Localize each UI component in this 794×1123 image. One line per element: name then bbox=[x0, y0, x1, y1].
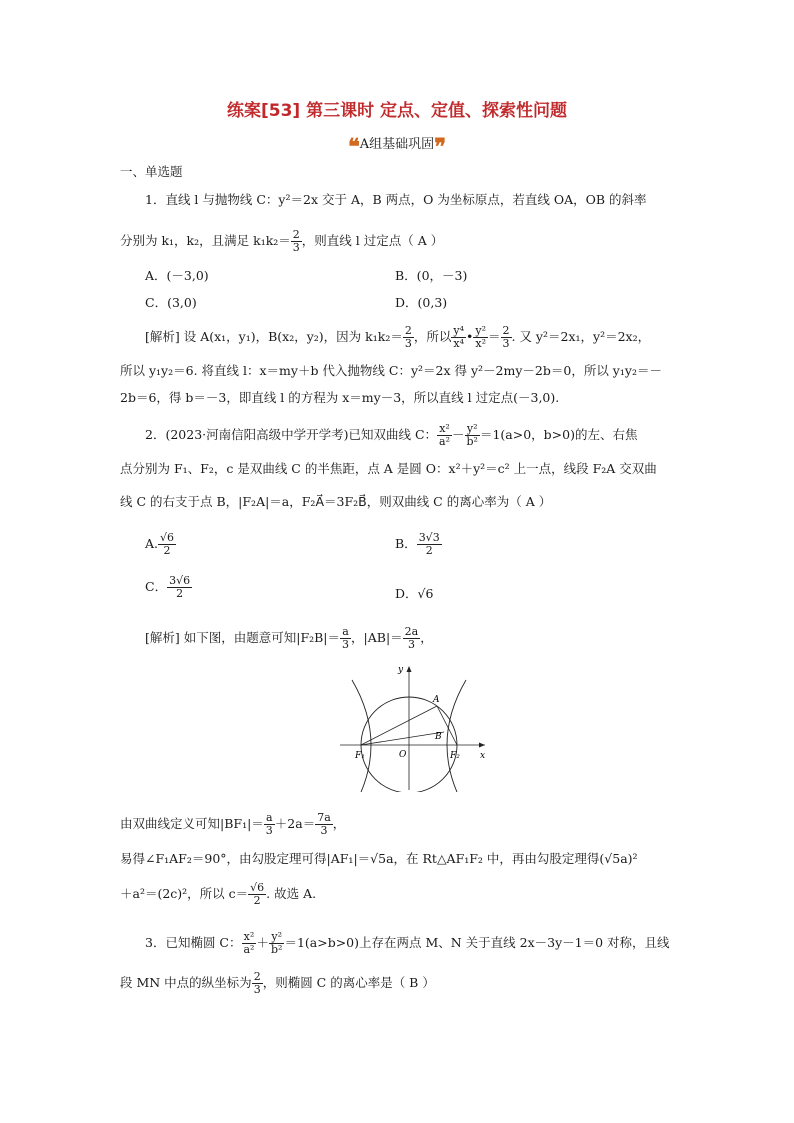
q2-option-a: A. $\frac{√6}{2}$ bbox=[145, 531, 175, 557]
q2-option-d: D．√6 bbox=[395, 586, 434, 601]
page-title: 练案[53] 第三课时 定点、定值、探索性问题 bbox=[226, 101, 568, 121]
q3-line1: 3．已知椭圆 C： $\frac{\text{x²}}{\text{a²}}$ ＋ $\frac{\text{y²}}{\text{b²}}$ ＝1(a>b>0)上存在两点 M、N 关于直线 2x－3y－1＝0 对称，且线 bbox=[145, 930, 670, 956]
group-heading bbox=[0, 133, 794, 160]
x-axis-arrow bbox=[479, 743, 485, 748]
q2-line1: 2．(2023·河南信阳高级中学开学考)已知双曲线 C： $\frac{\text{x²}}{\text{a²}}$ － $\frac{\text{y²}}{\text{b²}}$ ＝1(a>0，b>0)的左、右焦 bbox=[145, 422, 638, 448]
section-heading: 一、单选题 bbox=[120, 164, 183, 179]
open-quote-icon: ❝ bbox=[347, 134, 360, 160]
q2-solution-line4: ＋a²＝(2c)²，所以 c＝ $\frac{√6}{2}$ . 故选 A. bbox=[120, 881, 317, 907]
q1-solution-line3: 2b＝6，得 b＝－3，即直线 l 的方程为 x＝my－3，所以直线 l 过定点(－3,0). bbox=[120, 390, 560, 405]
q1-solution-line1: [解析] 设 A(x₁，y₁)，B(x₂，y₂)，因为 k₁k₂＝ $\frac{2}{3}$ ，所以 $\frac{\text{y⁴}}{\text{x⁴}}$ • $\frac{\text{y²}}{\text{x²}}$ ＝ $\frac{2}{3}$ . 又 y²＝2x₁，y²＝2x₂， bbox=[145, 324, 651, 350]
group-label: A组基础巩固 bbox=[359, 137, 435, 152]
label-b: B bbox=[435, 732, 442, 742]
q1-fraction: $\frac{2}{3}$ bbox=[292, 228, 300, 254]
q1-option-b: B．(0，－3) bbox=[395, 268, 468, 283]
q1-option-c: C．(3,0) bbox=[145, 295, 197, 310]
q2-solution-line2: 由双曲线定义可知|BF₁|＝ $\frac{a}{3}$ ＋2a＝ $\frac{7a}{3}$ ， bbox=[120, 811, 346, 837]
q3-line2: 段 MN 中点的纵坐标为 $\frac{2}{3}$ ，则椭圆 C 的离心率是（ B ） bbox=[120, 970, 435, 996]
hyperbola-circle-figure bbox=[340, 662, 490, 792]
label-y: y bbox=[398, 665, 404, 675]
q1-line1: 1．直线 l 与抛物线 C：y²＝2x 交于 A，B 两点，O 为坐标原点，若直线 OA，OB 的斜率 bbox=[145, 192, 647, 207]
q2-solution-line1: [解析] 如下图，由题意可知|F₂B|＝ $\frac{a}{3}$ ，|AB|＝ $\frac{2a}{3}$ ， bbox=[145, 625, 433, 651]
q1-option-a: A．(－3,0) bbox=[145, 268, 209, 283]
q2-option-c: C． $\frac{3√6}{2}$ bbox=[145, 574, 191, 600]
y-axis-arrow bbox=[407, 666, 412, 672]
q1-option-d: D．(0,3) bbox=[395, 295, 448, 310]
q2-option-b: B． $\frac{3√3}{2}$ bbox=[395, 531, 440, 557]
label-f1: F₁ bbox=[355, 751, 365, 761]
q2-solution-line3: 易得∠F₁AF₂＝90°，由勾股定理可得|AF₁|＝√5a，在 Rt△AF₁F₂ 中，再由勾股定理得(√5a)² bbox=[120, 851, 638, 866]
close-quote-icon: ❞ bbox=[434, 134, 447, 160]
q2-line3: 线 C 的右支于点 B，|F₂A|＝a，F₂A⃗＝3F₂B⃗，则双曲线 C 的离心率为（ A ） bbox=[120, 494, 552, 509]
label-f2: F₂ bbox=[450, 751, 460, 761]
q1-line2: 分别为 k₁，k₂，且满足 k₁k₂＝ $\frac{2}{3}$ ，则直线 l 过定点（ A ） bbox=[120, 228, 444, 254]
q1-solution-line2: 所以 y₁y₂＝6. 将直线 l：x＝my＋b 代入抛物线 C：y²＝2x 得 y²－2my－2b＝0，所以 y₁y₂＝－ bbox=[120, 363, 662, 378]
label-a: A bbox=[433, 695, 440, 705]
label-x: x bbox=[480, 751, 486, 761]
label-o: O bbox=[399, 750, 407, 760]
q2-line2: 点分别为 F₁、F₂，c 是双曲线 C 的半焦距，点 A 是圆 O：x²＋y²＝c² 上一点，线段 F₂A 交双曲 bbox=[120, 461, 657, 476]
